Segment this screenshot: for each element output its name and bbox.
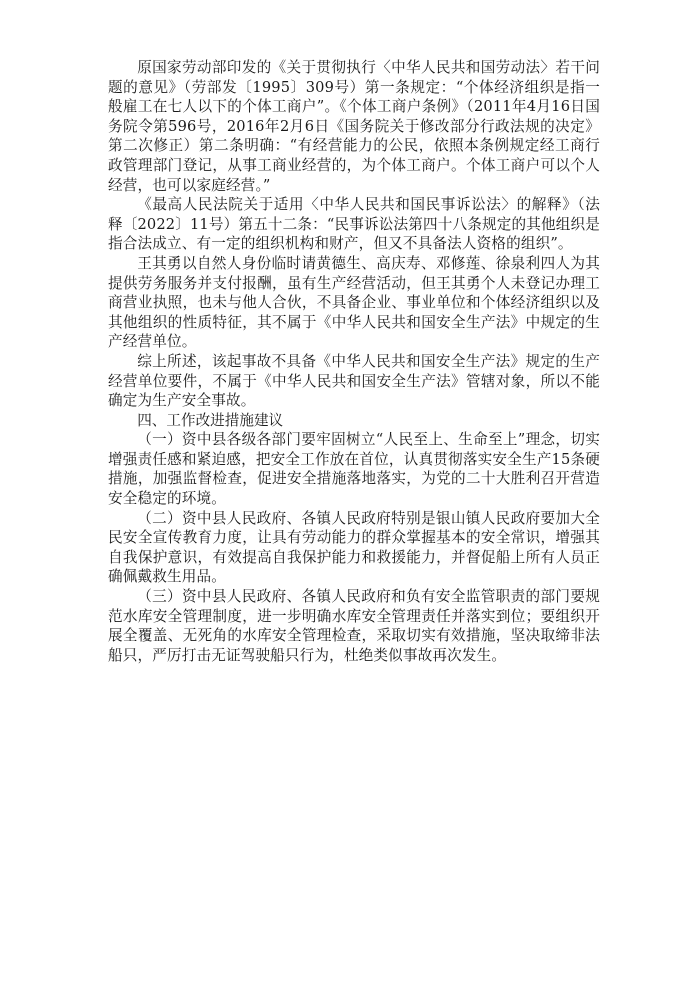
- paragraph-wang-qiyong-analysis: 王其勇以自然人身份临时请黄德生、高庆寿、邓修莲、徐泉利四人为其提供劳务服务并支付报酬，虽有生产经营活动，但王其勇个人未登记办理工商营业执照，也未与他人合伙，不具备企业、事业单位和个体经济组织以及其他组织的性质特征，其不属于《中华人民共和国安全生产法》中规定的生产经营单位。: [108, 254, 600, 351]
- section-heading: 四、工作改进措施建议: [137, 411, 284, 429]
- measure-item-3: （三）资中县人民政府、各镇人民政府和负有安全监管职责的部门要规范水库安全管理制度，进一步明确水库安全管理责任并落实到位；要组织开展全覆盖、无死角的水库安全管理检查，采取切实有效措施，坚决取缔非法船只，严厉打击无证驾驶船只行为，杜绝类似事故再次发生。: [108, 588, 600, 664]
- measure-item-1: （一）资中县各级各部门要牢固树立“人民至上、生命至上”理念，切实增强责任感和紧迫感，把安全工作放在首位，认真贯彻落实安全生产15条硬措施，加强监督检查，促进安全措施落地落实，为党的二十大胜利召开营造安全稳定的环境。: [108, 431, 600, 508]
- document-page: [108, 58, 600, 665]
- paragraph-conclusion: 综上所述，该起事故不具备《中华人民共和国安全生产法》规定的生产经营单位要件，不属于《中华人民共和国安全生产法》管辖对象，所以不能确定为生产安全事故。: [108, 352, 600, 410]
- paragraph-civil-procedure-interpretation: 《最高人民法院关于适用〈中华人民共和国民事诉讼法〉的解释》（法释〔2022〕11号）第五十二条：“民事诉讼法第四十八条规定的其他组织是指合法成立、有一定的组织机构和财产，但又不具备法人资格的组织”。: [108, 196, 600, 253]
- paragraph-labor-law-opinion: 原国家劳动部印发的《关于贯彻执行〈中华人民共和国劳动法〉若干问题的意见》（劳部发〔1995〕309号）第一条规定：“个体经济组织是指一般雇工在七人以下的个体工商户”。《个体工商户条例》（2011年4月16日国务院令第596号，2016年2月6日《国务院关于修改部分行政法规的决定》第二次修正）第二条明确：“有经营能力的公民，依照本条例规定经工商行政管理部门登记，从事工商业经营的，为个体工商户。个体工商户可以个人经营，也可以家庭经营。”: [108, 59, 600, 194]
- measure-item-2: （二）资中县人民政府、各镇人民政府特别是银山镇人民政府要加大全民安全宣传教育力度，让具有劳动能力的群众掌握基本的安全常识，增强其自我保护意识，有效提高自我保护能力和救援能力，并督促船上所有人员正确佩戴救生用品。: [108, 509, 600, 586]
